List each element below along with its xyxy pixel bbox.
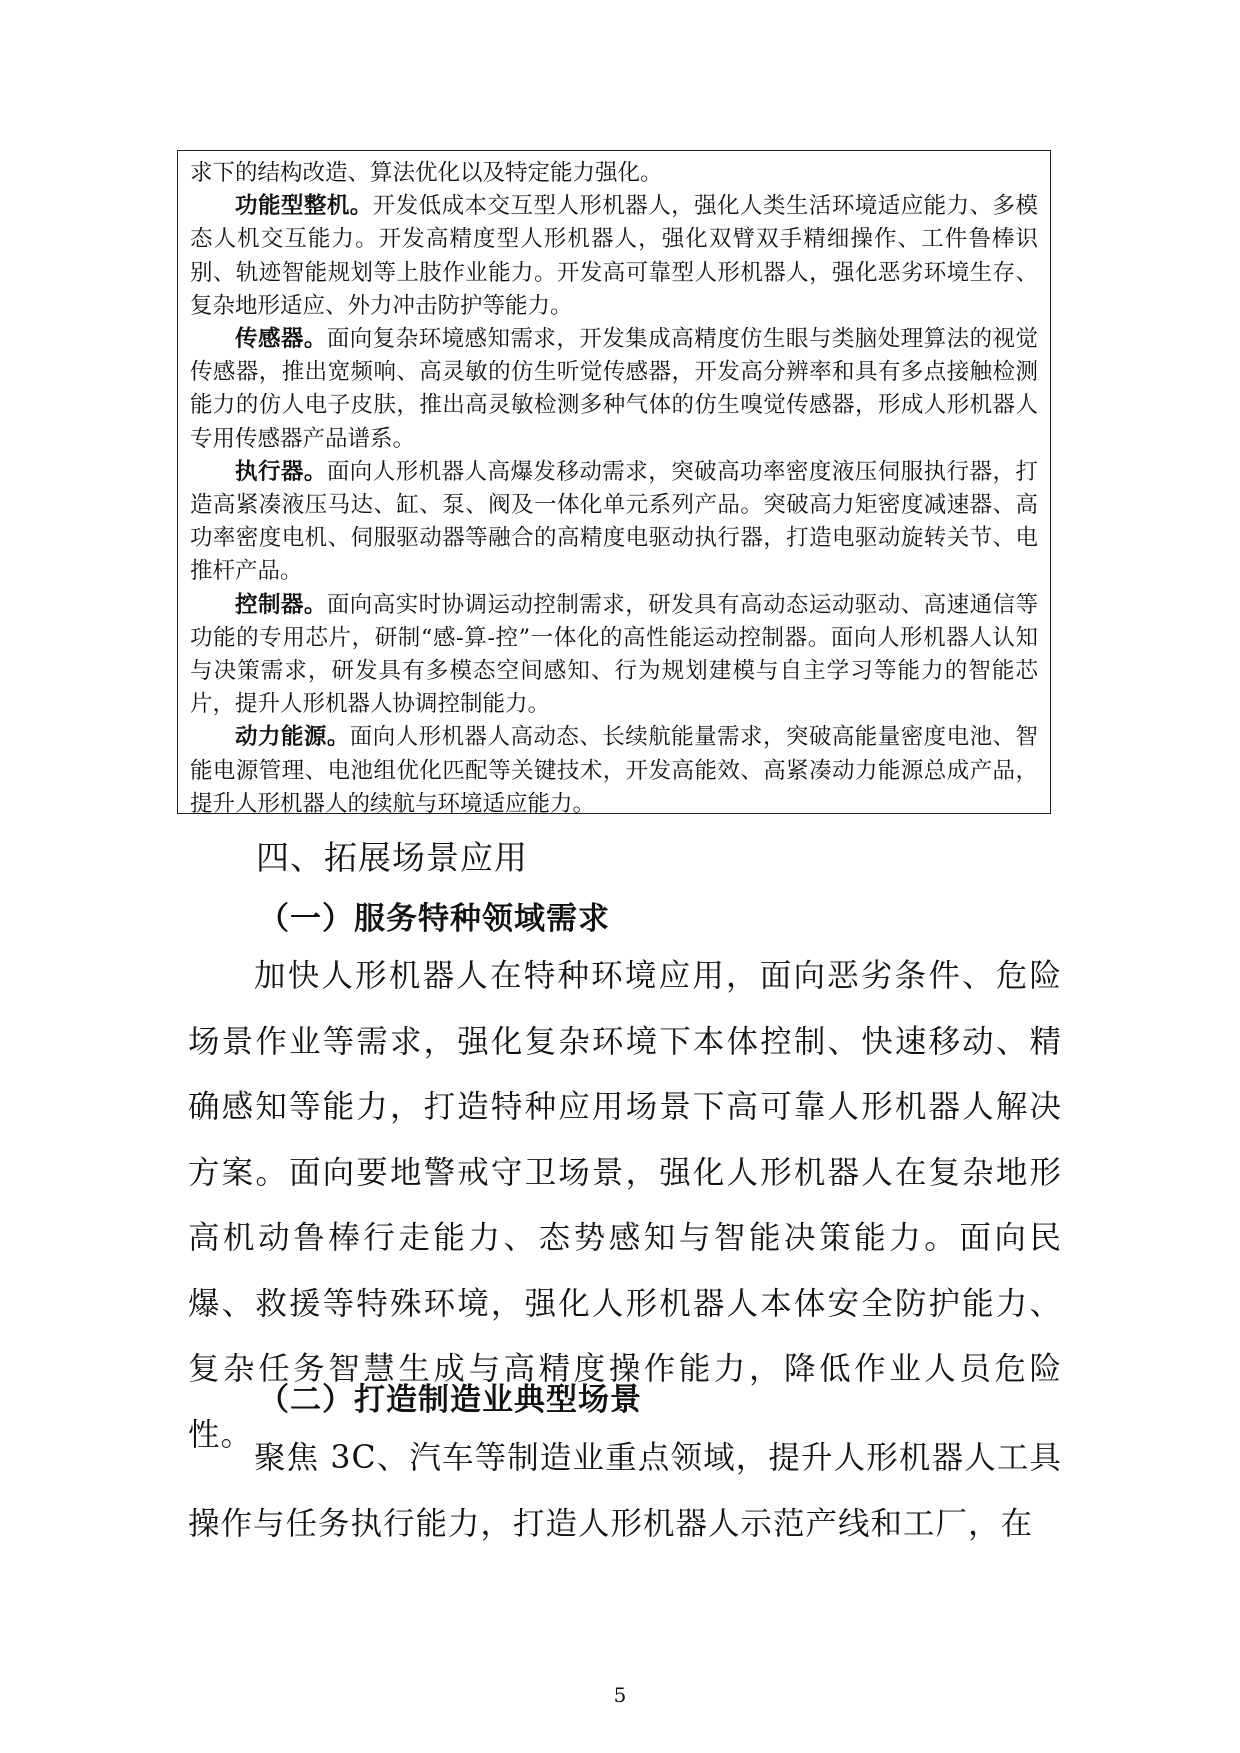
boxed-text-panel — [177, 150, 1051, 817]
box-paragraph-power — [190, 721, 1038, 821]
box-heading-sensor: 传感器。 — [235, 326, 327, 353]
box-paragraph-functional-machine — [190, 190, 1038, 323]
section-title: 四、拓展场景应用 — [256, 838, 528, 877]
box-heading-controller: 控制器。 — [235, 591, 327, 618]
box-line-continuation: 求下的结构改造、算法优化以及特定能力强化。 — [190, 160, 663, 186]
box-text-actuator: 面向人形机器人高爆发移动需求，突破高功率密度液压伺服执行器，打造高紧凑液压马达、缸、泵、阀及一体化单元系列产品。突破高力矩密度减速器、高功率密度电机、伺服驱动器等融合的高精度电驱动执行器，打造电驱动旋转关节、电推杆产品。 — [190, 458, 1038, 585]
page-number: 5 — [613, 1683, 627, 1707]
box-heading-actuator: 执行器。 — [235, 458, 327, 485]
subsection-title-manufacturing: （二）打造制造业典型场景 — [258, 1382, 642, 1418]
box-heading-power: 动力能源。 — [235, 724, 350, 751]
box-text-controller: 面向高实时协调运动控制需求，研发具有高动态运动驱动、高速通信等功能的专用芯片，研制“感-算-控”一体化的高性能运动控制器。面向人形机器人认知与决策需求，研发具有多模态空间感知、行为规划建模与自主学习等能力的智能芯片，提升人形机器人协调控制能力。 — [190, 591, 1038, 718]
box-text-functional-machine: 开发低成本交互型人形机器人，强化人类生活环境适应能力、多模态人机交互能力。开发高精度型人形机器人，强化双臂双手精细操作、工件鲁棒识别、轨迹智能规划等上肢作业能力。开发高可靠型人形机器人，强化恶劣环境生存、复杂地形适应、外力冲击防护等能力。 — [190, 193, 1038, 319]
box-text-power: 面向人形机器人高动态、长续航能量需求，突破高能量密度电池、智能电源管理、电池组优化匹配等关键技术，开发高能效、高紧凑动力能源总成产品，提升人形机器人的续航与环境适应能力。 — [190, 724, 1038, 817]
box-paragraph-controller — [190, 589, 1038, 722]
box-paragraph-actuator — [190, 456, 1038, 589]
paragraph-manufacturing: 聚焦 3C、汽车等制造业重点领域，提升人形机器人工具操作与任务执行能力，打造人形机器人示范产线和工厂，在 — [188, 1440, 1062, 1542]
box-text-sensor: 面向复杂环境感知需求，开发集成高精度仿生眼与类脑处理算法的视觉传感器，推出宽频响、高灵敏的仿生听觉传感器，开发高分辨率和具有多点接触检测能力的仿人电子皮肤，推出高灵敏检测多种气体的仿生嗅觉传感器，形成人形机器人专用传感器产品谱系。 — [190, 326, 1038, 452]
subsection-title-special-fields: （一）服务特种领域需求 — [258, 901, 610, 937]
box-heading-functional-machine: 功能型整机。 — [235, 193, 373, 220]
box-paragraph-sensor — [190, 323, 1038, 456]
paragraph-special-fields: 加快人形机器人在特种环境应用，面向恶劣条件、危险场景作业等需求，强化复杂环境下本体控制、快速移动、精确感知等能力，打造特种应用场景下高可靠人形机器人解决方案。面向要地警戒守卫场景，强化人形机器人在复杂地形高机动鲁棒行走能力、态势感知与智能决策能力。面向民爆、救援等特殊环境，强化人形机器人本体安全防护能力、复杂任务智慧生成与高精度操作能力，降低作业人员危险性。 — [188, 958, 1062, 1453]
